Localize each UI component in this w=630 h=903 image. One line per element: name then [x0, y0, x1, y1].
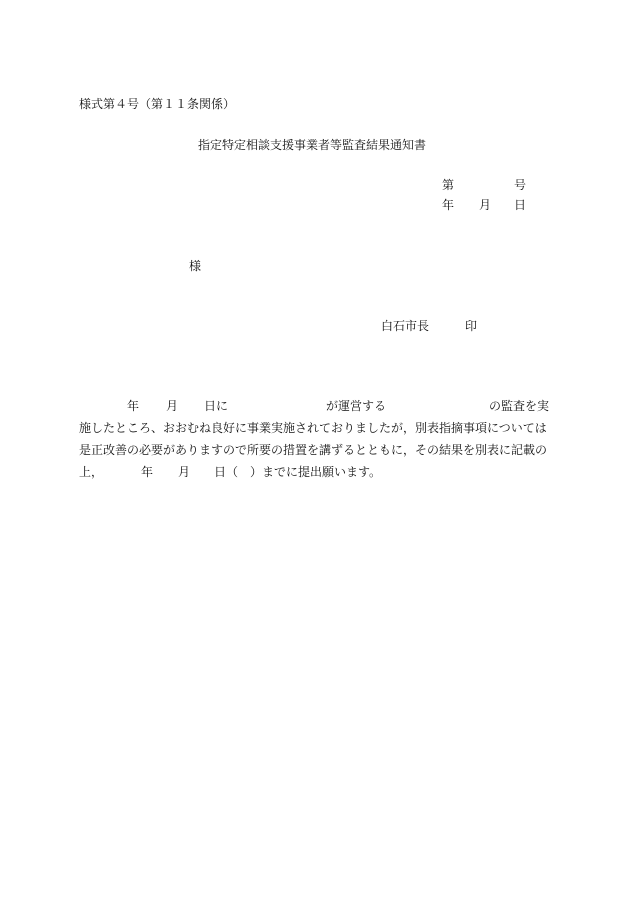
doc-number-suffix: 号 [514, 178, 527, 192]
issue-date-year: 年 [442, 198, 455, 212]
body-operator: が運営する [326, 399, 387, 413]
issue-date-month: 月 [479, 198, 492, 212]
body-year: 年 [127, 399, 140, 413]
body-audit: の監査を実 [489, 399, 550, 413]
body-line-1 [79, 397, 551, 415]
deadline-month: 月 [178, 465, 191, 479]
body-month: 月 [166, 399, 179, 413]
deadline-day: 日（ ）までに提出願います。 [214, 465, 382, 479]
body-line-2: 施したところ、おおむね良好に事業実施されておりましたが，別表指摘事項については [79, 421, 547, 435]
doc-number-prefix: 第 [442, 178, 455, 192]
deadline-year: 年 [141, 465, 154, 479]
body-day: 日に [204, 399, 229, 413]
sender-name: 白石市長 [381, 319, 430, 333]
addressee-suffix: 様 [189, 259, 202, 273]
form-number: 様式第４号（第１１条関係） [79, 97, 236, 111]
issue-date-day: 日 [514, 198, 527, 212]
body-line-3: 是正改善の必要がありますので所要の措置を講ずるとともに，その結果を別表に記載の [79, 443, 548, 457]
document-title: 指定特定相談支援事業者等監査結果通知書 [198, 138, 427, 152]
body-line4-start: 上， [79, 465, 104, 479]
seal-mark: 印 [465, 319, 478, 333]
body-line-4 [79, 463, 551, 481]
